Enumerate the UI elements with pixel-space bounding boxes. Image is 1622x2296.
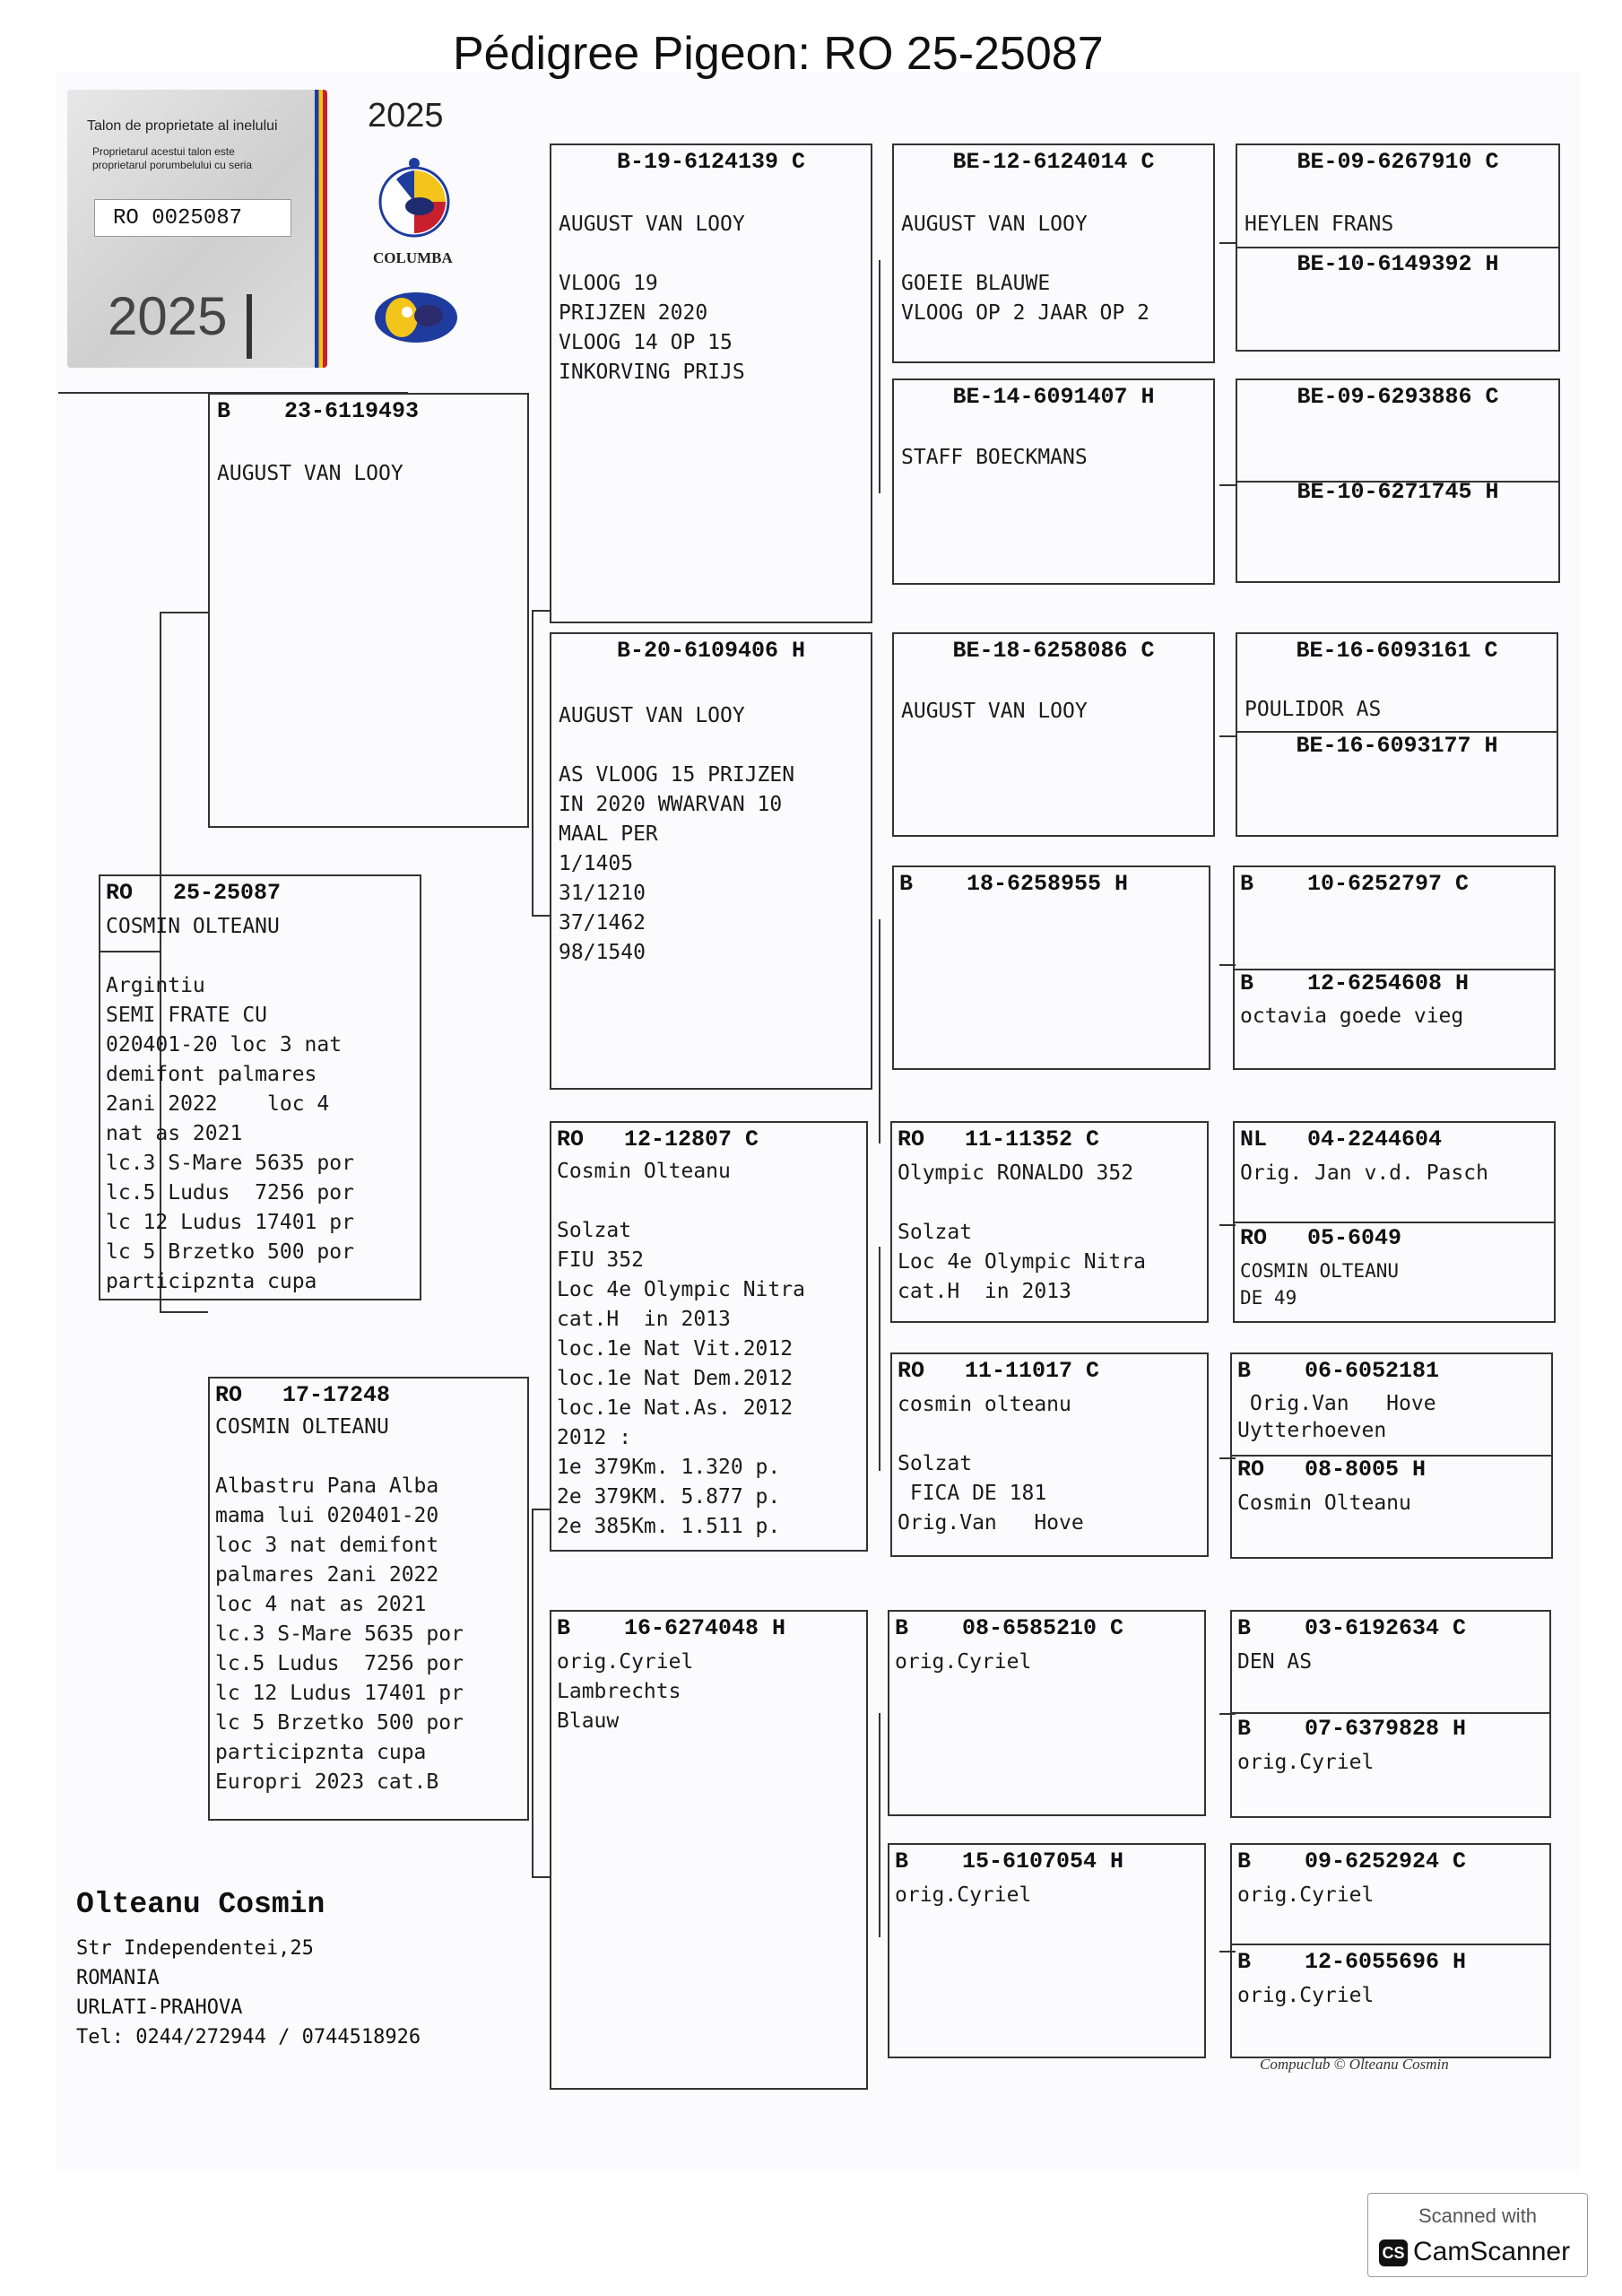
page-title: Pédigree Pigeon: RO 25-25087 — [453, 28, 1104, 80]
pigeon-card-main — [99, 874, 421, 1300]
card-divider — [1232, 1944, 1549, 1945]
pigeon-details: orig.Cyriel — [1237, 1883, 1375, 1907]
pigeon-card-sss — [892, 144, 1215, 363]
owner-phone: Tel: 0244/272944 / 0744518926 — [76, 2026, 421, 2048]
connector-dam-top — [532, 1509, 550, 1510]
pigeon-details: HEYLEN FRANS — [1245, 213, 1394, 236]
ring-number: B 23-6119493 — [217, 398, 420, 424]
card-divider — [1235, 1222, 1554, 1223]
owner-city: URLATI-PRAHOVA — [76, 1996, 243, 2019]
pigeon-details: Orig.Van Hove Uytterhoeven — [1237, 1392, 1436, 1442]
pigeon-details: orig.Cyriel — [1237, 1751, 1375, 1774]
pigeon-details: cosmin olteanu Solzat FICA DE 181 Orig.Van Hove — [898, 1393, 1084, 1535]
pigeon-details: POULIDOR AS — [1245, 698, 1382, 721]
connector-dam — [532, 1509, 533, 1876]
connector-ds — [879, 1247, 880, 1471]
talon-ring-number: RO 0025087 — [94, 199, 291, 237]
ring-number: B-19-6124139 C — [616, 149, 806, 175]
pigeon-details: STAFF BOECKMANS — [901, 446, 1088, 469]
pigeon-card-g4 — [1233, 865, 1556, 1070]
pigeon-card-dam-sire — [550, 1121, 868, 1552]
pigeon-details: orig.Cyriel Lambrechts Blauw — [557, 1650, 694, 1733]
connector-g3 — [1219, 735, 1236, 737]
ring-number: RO 12-12807 C — [557, 1126, 759, 1152]
pigeon-card-dam-dam — [550, 1610, 868, 2090]
ring-number: BE-12-6124014 C — [952, 149, 1155, 175]
pigeon-card-sds — [892, 632, 1215, 837]
ring-number: RO 05-6049 — [1240, 1225, 1402, 1251]
pigeon-card-sire — [208, 393, 529, 828]
ring-number: RO 17-17248 — [215, 1382, 391, 1408]
pigeon-details: orig.Cyriel — [1237, 1984, 1375, 2007]
connector-dam-bottom — [532, 1876, 550, 1878]
ring-number: B 16-6274048 H — [557, 1615, 786, 1641]
pigeon-details: octavia goede vieg — [1240, 1004, 1464, 1028]
connector-sire-top — [532, 610, 550, 612]
ring-number: BE-16-6093177 H — [1296, 733, 1498, 759]
pigeon-details: AUGUST VAN LOOY AS VLOOG 15 PRIJZEN IN 2020 WWARVAN 10 MAAL PER 1/1405 31/1210 37/1462 98/1540 — [559, 704, 795, 964]
talon-heading: Talon de proprietate al inelului — [87, 118, 278, 134]
ring-number: B 12-6055696 H — [1237, 1949, 1467, 1975]
pigeon-card-sdd — [892, 865, 1210, 1070]
pigeon-details: orig.Cyriel — [895, 1650, 1032, 1674]
footer-credit: Compuclub © Olteanu Cosmin — [1260, 2056, 1449, 2073]
connector-sd — [879, 919, 880, 1144]
owner-country: ROMANIA — [76, 1967, 160, 1989]
talon-divider — [247, 294, 252, 359]
pigeon-details: AUGUST VAN LOOY — [901, 700, 1088, 723]
pigeon-card-g2 — [1236, 378, 1560, 583]
connector-sire-bottom — [532, 915, 550, 917]
ring-number: RO 25-25087 — [106, 880, 282, 906]
pigeon-details: AUGUST VAN LOOY VLOOG 19 PRIJZEN 2020 VLOOG 14 OP 15 INKORVING PRIJS — [559, 213, 745, 384]
ring-number: B 18-6258955 H — [899, 871, 1129, 897]
pigeon-card-dam — [208, 1377, 529, 1821]
pigeon-details: COSMIN OLTEANU Argintiu SEMI FRATE CU 020401-20 loc 3 nat demifont palmares 2ani 2022 loc 4 nat as 2021 lc.3 S-Mare 5635 por lc.5 Ludus 7256 por lc 12 Ludus 17401 pr lc 5 Brzetko 500 por participznta cupa — [106, 915, 354, 1293]
ring-ownership-talon — [67, 90, 327, 368]
pigeon-card-g5 — [1233, 1121, 1556, 1323]
pigeon-card-g3 — [1236, 632, 1558, 837]
pigeon-details: orig.Cyriel — [895, 1883, 1032, 1907]
pigeon-card-ssd — [892, 378, 1215, 585]
connector-sire — [532, 610, 533, 915]
ring-number: BE-09-6293886 C — [1297, 384, 1499, 410]
ring-number: B 06-6052181 — [1237, 1358, 1440, 1384]
card-divider — [1232, 1712, 1549, 1714]
ring-number: BE-16-6093161 C — [1296, 638, 1498, 664]
brand-name: COLUMBA — [373, 249, 453, 266]
pigeon-card-ddd — [888, 1843, 1206, 2058]
pigeon-logo-icon — [371, 285, 461, 348]
pigeon-details: Cosmin Olteanu Solzat FIU 352 Loc 4e Olympic Nitra cat.H in 2013 loc.1e Nat Vit.2012 loc.1e Nat Dem.2012 loc.1e Nat.As. 2012 2012 : 1e 379Km. 1.320 p. 2e 379KM. 5.877 p. 2e 385Km. 1.511 p. — [557, 1160, 805, 1538]
pigeon-card-g8 — [1230, 1843, 1551, 2058]
ring-number: RO 08-8005 H — [1237, 1457, 1427, 1483]
pigeon-card-sire-sire — [550, 144, 872, 623]
ring-number: B 03-6192634 C — [1237, 1615, 1467, 1641]
pigeon-details: AUGUST VAN LOOY — [217, 462, 403, 485]
camscanner-watermark — [1367, 2193, 1588, 2277]
scanner-brand-name: CamScanner — [1413, 2237, 1571, 2266]
badge-year: 2025 — [368, 97, 444, 135]
talon-note: Proprietarul acestui talon este proprietarul porumbelului cu seria — [92, 145, 253, 171]
ring-number: RO 11-11352 C — [898, 1126, 1100, 1152]
ring-number: BE-14-6091407 H — [952, 384, 1155, 410]
pigeon-details: Cosmin Olteanu — [1237, 1492, 1411, 1515]
ring-number: BE-10-6149392 H — [1297, 251, 1499, 277]
ring-number: B-20-6109406 H — [616, 638, 806, 664]
pigeon-details: Olympic RONALDO 352 Solzat Loc 4e Olympic Nitra cat.H in 2013 — [898, 1161, 1146, 1303]
pigeon-card-g6 — [1230, 1352, 1553, 1559]
ring-number: B 12-6254608 H — [1240, 970, 1470, 996]
ring-number: BE-18-6258086 C — [952, 638, 1155, 664]
pigeon-card-sire-dam — [550, 632, 872, 1090]
pigeon-card-dss — [890, 1121, 1209, 1323]
pigeon-details: COSMIN OLTEANU DE 49 — [1240, 1260, 1400, 1309]
pigeon-details: DEN AS — [1237, 1650, 1313, 1674]
ring-number: B 07-6379828 H — [1237, 1716, 1467, 1742]
connector-main-top — [160, 612, 208, 613]
columba-emblem-icon — [369, 152, 459, 242]
talon-year: 2025 — [108, 286, 228, 346]
ring-number: BE-10-6271745 H — [1297, 479, 1499, 505]
pigeon-card-g7 — [1230, 1610, 1551, 1818]
pigeon-details: COSMIN OLTEANU Albastru Pana Alba mama lui 020401-20 loc 3 nat demifont palmares 2ani 2022 loc 4 nat as 2021 lc.3 S-Mare 5635 por lc.5 Ludus 7256 por lc 12 Ludus 17401 pr lc 5 Brzetko 500 por participznta cupa Europri 2023 cat.B — [215, 1415, 464, 1794]
pigeon-card-dds — [888, 1610, 1206, 1816]
scanner-caption: Scanned with — [1418, 2205, 1538, 2227]
ring-number: B 15-6107054 H — [895, 1848, 1124, 1874]
card-divider — [1237, 247, 1558, 248]
scanner-brand — [1379, 2237, 1570, 2267]
owner-name: Olteanu Cosmin — [76, 1888, 325, 1921]
ring-number: B 10-6252797 C — [1240, 871, 1470, 897]
connector-dd — [879, 1713, 880, 1937]
pigeon-details: AUGUST VAN LOOY GOEIE BLAUWE VLOOG OP 2 JAAR OP 2 — [901, 213, 1149, 325]
pigeon-card-dsd — [890, 1352, 1209, 1557]
connector-main-bottom — [160, 1311, 208, 1313]
owner-street: Str Independentei,25 — [76, 1937, 314, 1960]
pigeon-card-g1 — [1236, 144, 1560, 352]
ring-number: NL 04-2244604 — [1240, 1126, 1443, 1152]
connector-ss — [879, 260, 880, 493]
connector-g1 — [1219, 242, 1236, 244]
connector-g2 — [1219, 484, 1236, 486]
ring-number: B 08-6585210 C — [895, 1615, 1124, 1641]
ring-number: RO 11-11017 C — [898, 1358, 1100, 1384]
ring-number: BE-09-6267910 C — [1297, 149, 1499, 175]
pigeon-details: Orig. Jan v.d. Pasch — [1240, 1161, 1488, 1185]
ring-number: B 09-6252924 C — [1237, 1848, 1467, 1874]
camscanner-logo-icon: CS — [1379, 2239, 1408, 2266]
romanian-flag-stripe — [315, 90, 327, 368]
